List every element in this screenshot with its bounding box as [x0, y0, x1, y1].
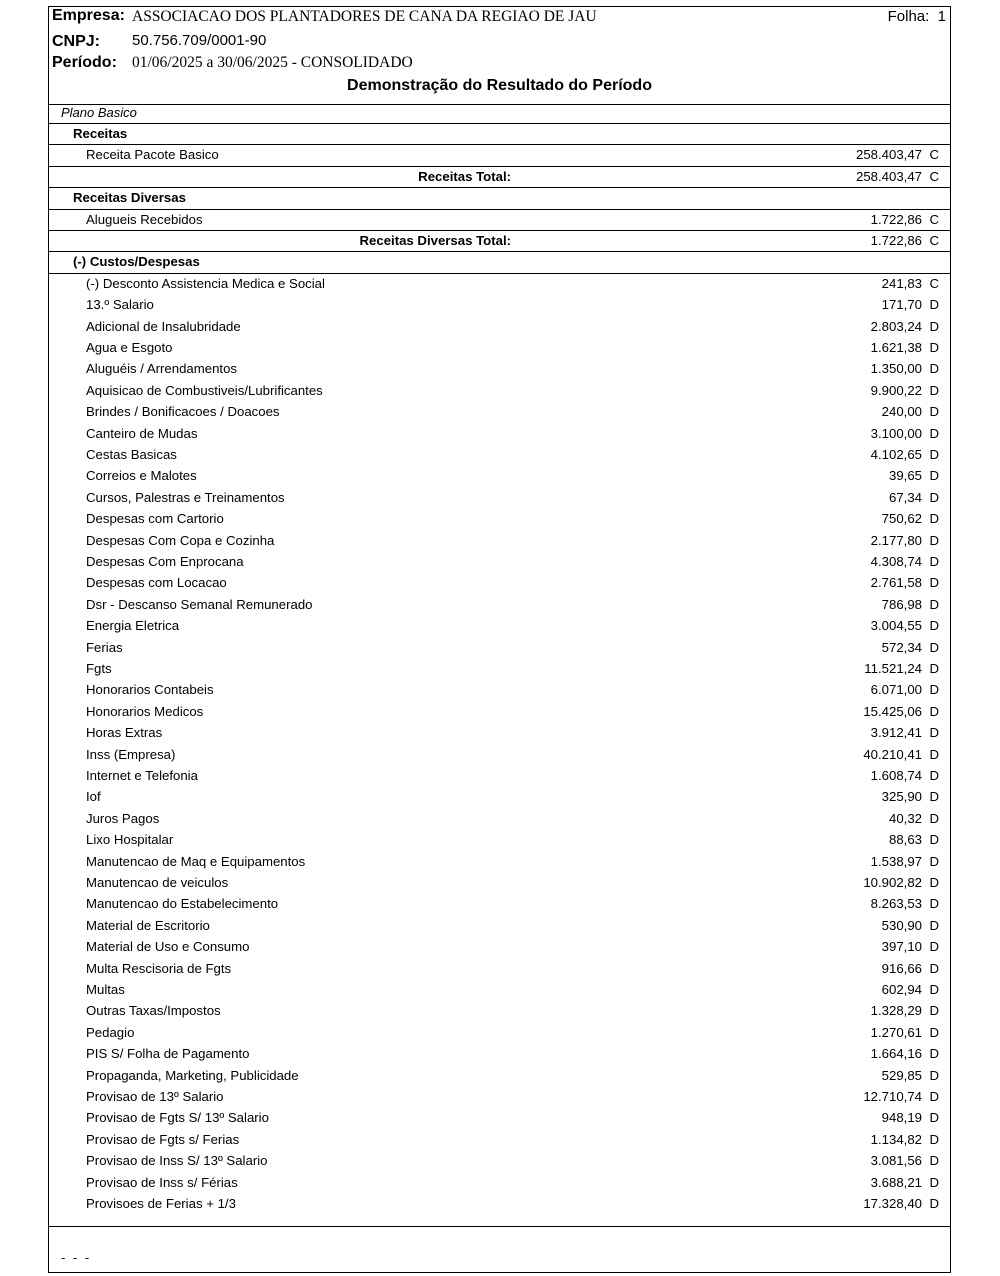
total-row: [49, 167, 950, 188]
amount: 17.328,40: [863, 1196, 922, 1211]
amount: 3.912,41: [870, 725, 922, 741]
account-row: [49, 274, 950, 295]
nature-indicator: D: [929, 318, 939, 334]
account-row: [49, 638, 950, 659]
account-name: Manutencao de veiculos: [86, 875, 229, 890]
amount: 529,85: [881, 1067, 922, 1083]
account-row: [49, 1023, 950, 1044]
nature-indicator: D: [929, 1153, 939, 1169]
account-name: Despesas Com Enprocana: [86, 554, 244, 569]
nature-indicator: D: [929, 725, 939, 741]
account-row: [49, 830, 950, 851]
account-name: Multas: [86, 982, 125, 997]
nature-indicator: C: [929, 233, 939, 248]
total-label: Receitas Total:: [418, 168, 511, 184]
account-name: Dsr - Descanso Semanal Remunerado: [86, 596, 313, 612]
account-name: Iof: [86, 789, 101, 805]
account-row: [49, 1087, 950, 1108]
account-name: Ferias: [86, 639, 123, 655]
account-row: [49, 295, 950, 316]
footer-divider: [49, 1226, 950, 1227]
report-title: Demonstração do Resultado do Período: [347, 77, 652, 94]
amount: 2.761,58: [870, 575, 922, 591]
amount: 258.403,47: [855, 168, 922, 184]
nature-indicator: D: [929, 789, 939, 805]
account-row: [49, 787, 950, 808]
account-row: [49, 424, 950, 445]
account-row: [49, 531, 950, 552]
amount: 88,63: [888, 832, 922, 848]
account-name: Fgts: [86, 661, 112, 676]
nature-indicator: D: [929, 746, 939, 762]
nature-indicator: D: [929, 532, 939, 548]
account-row: [49, 466, 950, 487]
account-name: Internet e Telefonia: [86, 768, 198, 783]
account-row: [49, 145, 950, 166]
nature-indicator: D: [929, 1067, 939, 1083]
nature-indicator: D: [929, 489, 939, 505]
account-name: Honorarios Contabeis: [86, 682, 214, 698]
amount: 325,90: [881, 789, 922, 805]
amount: 240,00: [881, 404, 922, 420]
account-row: [49, 1130, 950, 1151]
amount: 67,34: [888, 489, 922, 505]
nature-indicator: D: [929, 810, 939, 826]
account-name: Correios e Malotes: [86, 468, 197, 484]
section-title: Receitas Diversas: [73, 190, 186, 206]
account-row: [49, 1001, 950, 1022]
account-name: 13.º Salario: [86, 297, 154, 313]
nature-indicator: D: [929, 1089, 939, 1104]
account-row: [49, 359, 950, 380]
account-row: [49, 916, 950, 937]
account-name: Outras Taxas/Impostos: [86, 1003, 221, 1019]
amount: 750,62: [881, 511, 922, 527]
amount: 10.902,82: [863, 875, 922, 890]
amount: 1.621,38: [870, 340, 922, 355]
nature-indicator: D: [929, 1131, 939, 1147]
nature-indicator: D: [929, 1110, 939, 1126]
account-row: [49, 509, 950, 530]
account-name: Material de Escritorio: [86, 917, 210, 933]
amount: 40.210,41: [863, 746, 922, 762]
nature-indicator: D: [929, 768, 939, 783]
account-name: Alugueis Recebidos: [86, 211, 203, 227]
account-name: Honorarios Medicos: [86, 703, 204, 719]
amount: 6.071,00: [870, 682, 922, 698]
account-name: Provisoes de Ferias + 1/3: [86, 1196, 236, 1211]
nature-indicator: D: [929, 639, 939, 655]
amount: 397,10: [881, 939, 922, 955]
amount: 1.328,29: [870, 1003, 922, 1019]
account-name: Manutencao de Maq e Equipamentos: [86, 853, 306, 869]
amount: 8.263,53: [870, 896, 922, 912]
amount: 3.100,00: [870, 425, 922, 441]
empresa-value: ASSOCIACAO DOS PLANTADORES DE CANA DA REGIAO DE JAU: [132, 8, 597, 25]
account-name: Despesas Com Copa e Cozinha: [86, 532, 275, 548]
section-header: [49, 188, 950, 209]
account-row: [49, 680, 950, 701]
account-name: Cestas Basicas: [86, 447, 177, 462]
account-row: [49, 980, 950, 1001]
account-name: Material de Uso e Consumo: [86, 939, 250, 955]
nature-indicator: D: [929, 682, 939, 698]
amount: 1.538,97: [870, 853, 922, 869]
amount: 4.308,74: [870, 554, 922, 569]
account-name: Propaganda, Marketing, Publicidade: [86, 1067, 299, 1083]
folha-number: [888, 8, 946, 25]
account-row: [49, 873, 950, 894]
nature-indicator: D: [929, 340, 939, 355]
account-name: Despesas com Cartorio: [86, 511, 224, 527]
account-row: [49, 1173, 950, 1194]
account-row: [49, 702, 950, 723]
nature-indicator: D: [929, 447, 939, 462]
account-row: [49, 745, 950, 766]
account-name: Despesas com Locacao: [86, 575, 227, 591]
nature-indicator: D: [929, 468, 939, 484]
amount: 171,70: [881, 297, 922, 313]
account-row: [49, 488, 950, 509]
amount: 1.722,86: [870, 233, 922, 248]
nature-indicator: D: [929, 404, 939, 420]
account-name: Aquisicao de Combustiveis/Lubrificantes: [86, 382, 323, 398]
amount: 12.710,74: [863, 1089, 922, 1104]
amount: 602,94: [881, 982, 922, 997]
nature-indicator: D: [929, 1046, 939, 1062]
account-name: PIS S/ Folha de Pagamento: [86, 1046, 250, 1062]
folha-label: Folha:: [887, 8, 930, 25]
nature-indicator: D: [929, 853, 939, 869]
account-row: [49, 616, 950, 637]
nature-indicator: D: [929, 896, 939, 912]
amount: 916,66: [881, 960, 922, 976]
account-row: [49, 1066, 950, 1087]
amount: 572,34: [881, 639, 922, 655]
account-name: Manutencao do Estabelecimento: [86, 896, 279, 912]
nature-indicator: D: [929, 1024, 939, 1040]
amount: 530,90: [881, 917, 922, 933]
nature-indicator: C: [929, 275, 939, 291]
nature-indicator: D: [929, 960, 939, 976]
amount: 39,65: [888, 468, 922, 484]
amount: 4.102,65: [870, 447, 922, 462]
nature-indicator: D: [929, 1196, 939, 1211]
amount: 1.350,00: [870, 361, 922, 377]
footer-marker: - - -: [61, 1250, 92, 1265]
report-header: [49, 7, 950, 105]
account-row: [49, 723, 950, 744]
amount: 3.081,56: [870, 1153, 922, 1169]
folha-value: 1: [937, 8, 946, 25]
account-row: [49, 210, 950, 231]
cnpj-value: 50.756.709/0001-90: [132, 32, 267, 49]
account-row: [49, 317, 950, 338]
report-frame: [48, 6, 951, 1273]
account-name: Energia Eletrica: [86, 618, 180, 634]
amount: 1.664,16: [870, 1046, 922, 1062]
account-row: [49, 338, 950, 359]
empresa-label: Empresa:: [52, 7, 125, 24]
nature-indicator: D: [929, 596, 939, 612]
nature-indicator: D: [929, 1174, 939, 1190]
account-name: Provisao de 13º Salario: [86, 1089, 224, 1104]
section-title: (-) Custos/Despesas: [73, 254, 200, 270]
amount: 9.900,22: [870, 382, 922, 398]
amount: 1.270,61: [870, 1024, 922, 1040]
account-name: Provisao de Inss s/ Férias: [86, 1174, 238, 1190]
amount: 1.134,82: [870, 1131, 922, 1147]
nature-indicator: D: [929, 875, 939, 890]
amount: 1.608,74: [870, 768, 922, 783]
account-row: [49, 595, 950, 616]
account-row: [49, 573, 950, 594]
account-row: [49, 552, 950, 573]
account-name: Lixo Hospitalar: [86, 832, 174, 848]
amount: 948,19: [881, 1110, 922, 1126]
nature-indicator: D: [929, 1003, 939, 1019]
nature-indicator: D: [929, 939, 939, 955]
account-name: Juros Pagos: [86, 810, 160, 826]
account-row: [49, 959, 950, 980]
nature-indicator: D: [929, 425, 939, 441]
account-name: Brindes / Bonificacoes / Doacoes: [86, 404, 280, 420]
account-name: (-) Desconto Assistencia Medica e Social: [86, 275, 325, 291]
nature-indicator: D: [929, 832, 939, 848]
nature-indicator: D: [929, 575, 939, 591]
account-name: Provisao de Fgts s/ Ferias: [86, 1131, 240, 1147]
amount: 11.521,24: [864, 661, 922, 676]
account-row: [49, 381, 950, 402]
amount: 786,98: [881, 596, 922, 612]
nature-indicator: D: [929, 297, 939, 313]
account-row: [49, 659, 950, 680]
section-header: [49, 252, 950, 273]
account-name: Canteiro de Mudas: [86, 425, 198, 441]
account-row: [49, 894, 950, 915]
total-row: [49, 231, 950, 252]
nature-indicator: C: [929, 168, 939, 184]
section-title: Receitas: [73, 126, 128, 141]
amount: 1.722,86: [870, 211, 922, 227]
account-row: [49, 1108, 950, 1129]
account-name: Inss (Empresa): [86, 746, 176, 762]
nature-indicator: D: [929, 554, 939, 569]
nature-indicator: D: [929, 361, 939, 377]
account-row: [49, 1194, 950, 1215]
nature-indicator: C: [929, 211, 939, 227]
account-name: Agua e Esgoto: [86, 340, 173, 355]
account-row: [49, 766, 950, 787]
account-row: [49, 1044, 950, 1065]
cnpj-label: CNPJ:: [52, 33, 101, 50]
amount: 3.688,21: [870, 1174, 922, 1190]
nature-indicator: C: [929, 147, 939, 163]
plano-label: Plano Basico: [61, 105, 137, 120]
account-row: [49, 937, 950, 958]
periodo-value: 01/06/2025 a 30/06/2025 - CONSOLIDADO: [132, 54, 413, 71]
account-row: [49, 445, 950, 466]
account-name: Receita Pacote Basico: [86, 147, 219, 163]
account-row: [49, 852, 950, 873]
nature-indicator: D: [929, 511, 939, 527]
nature-indicator: D: [929, 618, 939, 634]
account-name: Cursos, Palestras e Treinamentos: [86, 489, 285, 505]
amount: 15.425,06: [863, 703, 922, 719]
account-name: Provisao de Fgts S/ 13º Salario: [86, 1110, 269, 1126]
account-row: [49, 809, 950, 830]
total-label: Receitas Diversas Total:: [359, 233, 511, 248]
account-name: Multa Rescisoria de Fgts: [86, 960, 232, 976]
account-name: Pedagio: [86, 1024, 135, 1040]
amount: 258.403,47: [855, 147, 922, 163]
amount: 2.177,80: [870, 532, 922, 548]
amount: 2.803,24: [870, 318, 922, 334]
nature-indicator: D: [929, 661, 939, 676]
amount: 40,32: [888, 810, 922, 826]
account-row: [49, 1151, 950, 1172]
amount: 241,83: [881, 275, 922, 291]
account-row: [49, 402, 950, 423]
nature-indicator: D: [929, 703, 939, 719]
account-name: Horas Extras: [86, 725, 163, 741]
account-name: Adicional de Insalubridade: [86, 318, 241, 334]
section-header: [49, 124, 950, 145]
account-name: Aluguéis / Arrendamentos: [86, 361, 238, 377]
amount: 3.004,55: [870, 618, 922, 634]
nature-indicator: D: [929, 982, 939, 997]
nature-indicator: D: [929, 917, 939, 933]
nature-indicator: D: [929, 382, 939, 398]
account-name: Provisao de Inss S/ 13º Salario: [86, 1153, 268, 1169]
periodo-label: Período:: [52, 54, 117, 71]
